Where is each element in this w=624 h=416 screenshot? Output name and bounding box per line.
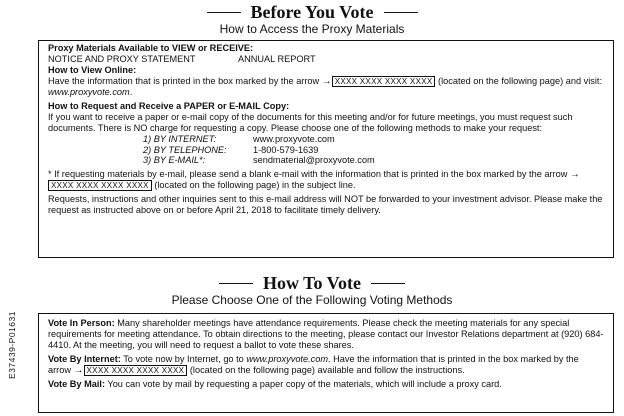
method-email[interactable]: sendmaterial@proxyvote.com <box>253 155 375 165</box>
title-rule-right <box>371 283 405 284</box>
side-document-code: E37439-P01631 <box>7 311 17 379</box>
vote-by-mail: Vote By Mail: You can vote by mail by requesting a paper copy of the materials, which will include a proxy card. <box>48 379 502 389</box>
arrow-icon: → <box>569 168 580 180</box>
request-text: If you want to receive a paper or e-mail copy of the documents for this meeting and/or for future meetings, you must request such documents. There is NO charge for requesting a copy. Please choose one of the following methods to make your request: <box>48 112 573 133</box>
method-internet[interactable]: www.proxyvote.com <box>253 134 335 144</box>
vote-by-internet: Vote By Internet: To vote now by Internet, go to www.proxyvote.com. Have the information that is printed in the box marked by the arrow → XXXX XXXX XXXX XXXX (located on the following page) available and follow the instructions. <box>48 354 579 376</box>
request-heading: How to Request and Receive a PAPER or E-MAIL Copy: <box>48 101 290 111</box>
arrow-icon: → <box>321 76 332 87</box>
title-rule-right <box>384 12 418 13</box>
view-online-text: Have the information that is printed in the box marked by the arrow → XXXX XXXX XXXX XXXX (located on the following page) and visit: www.proxyvote.com. <box>48 76 602 97</box>
control-number-box: XXXX XXXX XXXX XXXX <box>48 180 152 191</box>
vote-subtitle: Please Choose One of the Following Voting Methods <box>171 293 453 307</box>
control-number-box: XXXX XXXX XXXX XXXX <box>332 76 436 87</box>
control-number-box: XXXX XXXX XXXX XXXX <box>84 365 188 376</box>
method-label: 1) BY INTERNET: <box>143 134 217 144</box>
arrow-icon: → <box>73 365 84 376</box>
vote-in-person: Vote In Person: Many shareholder meetings have attendance requirements. Please check the meeting materials for any special requirements for meeting attendance. To obtain directions to the meeting, please contact our Investor Relations department at (920) 684-4410. At the meeting, you will need to request a ballot to vote these shares. <box>48 318 604 350</box>
doc-proxy-statement: NOTICE AND PROXY STATEMENT <box>48 54 196 64</box>
proxyvote-link[interactable]: www.proxyvote.com <box>48 87 130 97</box>
before-subtitle: How to Access the Proxy Materials <box>219 22 405 36</box>
method-label: 3) BY E-MAIL*: <box>143 155 206 165</box>
method-label: 2) BY TELEPHONE: <box>143 144 227 155</box>
before-title: Before You Vote <box>250 2 374 22</box>
vote-title: How To Vote <box>262 273 362 293</box>
how-to-vote-header <box>0 273 624 307</box>
doc-annual-report: ANNUAL REPORT <box>237 54 316 64</box>
request-methods <box>143 134 604 166</box>
view-online-heading: How to View Online: <box>48 65 137 75</box>
voting-methods-box <box>38 313 614 413</box>
proxy-materials-box <box>38 40 614 258</box>
available-heading: Proxy Materials Available to VIEW or RECEIVE: <box>48 43 254 53</box>
title-rule-left <box>207 12 241 13</box>
proxyvote-link[interactable]: www.proxyvote.com <box>246 354 329 364</box>
documents-line <box>48 54 604 65</box>
method-telephone[interactable]: 1-800-579-1639 <box>253 144 319 155</box>
before-you-vote-header <box>0 2 624 36</box>
title-rule-left <box>219 283 253 284</box>
deadline-text: Requests, instructions and other inquiries sent to this e-mail address will NOT be forwarded to your investment advisor. Please make the request as instructed above on or before April 21, 2018 to facilitate timely delivery. <box>48 193 603 215</box>
email-footnote: * If requesting materials by e-mail, please send a blank e-mail with the information that is printed in the box marked by the arrow →XXXX XXXX XXXX XXXX (located on the following page) in the subject line. <box>48 168 580 190</box>
